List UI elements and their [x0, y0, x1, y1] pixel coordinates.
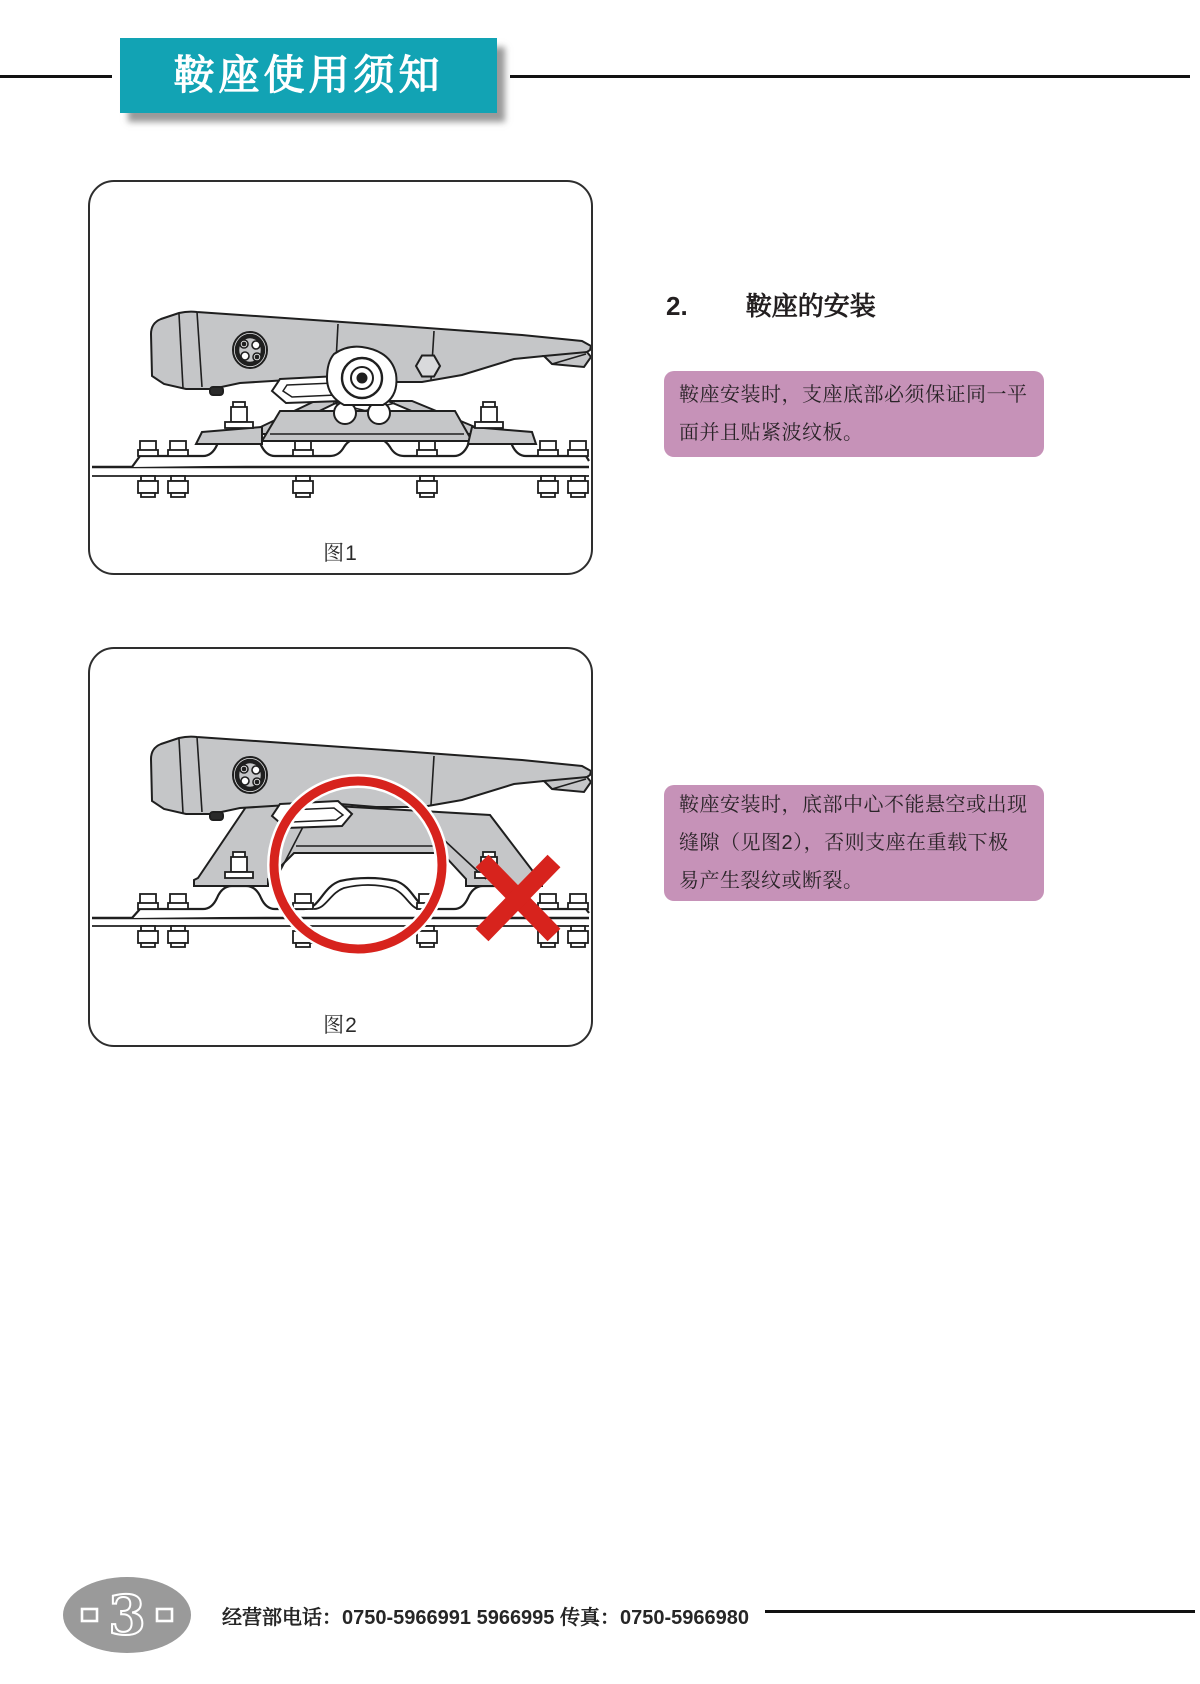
page-title-banner	[120, 38, 497, 113]
bolt-nuts-bottom	[138, 476, 588, 497]
figure-2-frame	[88, 647, 593, 1047]
header-rule-right	[510, 75, 1190, 78]
bearing-plate	[233, 332, 267, 368]
figure-1-frame	[88, 180, 593, 575]
footer-rule-right	[765, 1610, 1195, 1613]
grease-nipple	[210, 387, 223, 395]
grease-nipple	[210, 812, 223, 820]
fig1-saddle-drawing	[90, 184, 591, 536]
note-box-no-gap-warning: 鞍座安装时，底部中心不能悬空或出现缝隙（见图2），否则支座在重载下极易产生裂纹或断裂。	[664, 785, 1044, 901]
page-number-badge	[62, 1576, 192, 1659]
section-heading	[666, 286, 876, 323]
fig2-saddle-gap-drawing	[90, 651, 591, 1011]
section-title: 鞍座的安装	[745, 291, 876, 321]
hex-bolt	[416, 356, 440, 377]
figure-1-caption: 图1	[323, 542, 358, 565]
footer-contact: 经营部电话：0750-5966991 5966995 传真：0750-5966980	[222, 1607, 750, 1629]
page-title: 鞍座使用须知	[173, 52, 444, 98]
header-rule-left	[0, 75, 112, 78]
page-number: 3	[108, 1583, 146, 1647]
note-box-flat-mounting: 鞍座安装时，支座底部必须保证同一平面并且贴紧波纹板。	[664, 371, 1044, 457]
figure-2-caption: 图2	[323, 1014, 358, 1037]
bearing-plate	[233, 757, 267, 793]
section-number: 2.	[666, 291, 688, 321]
